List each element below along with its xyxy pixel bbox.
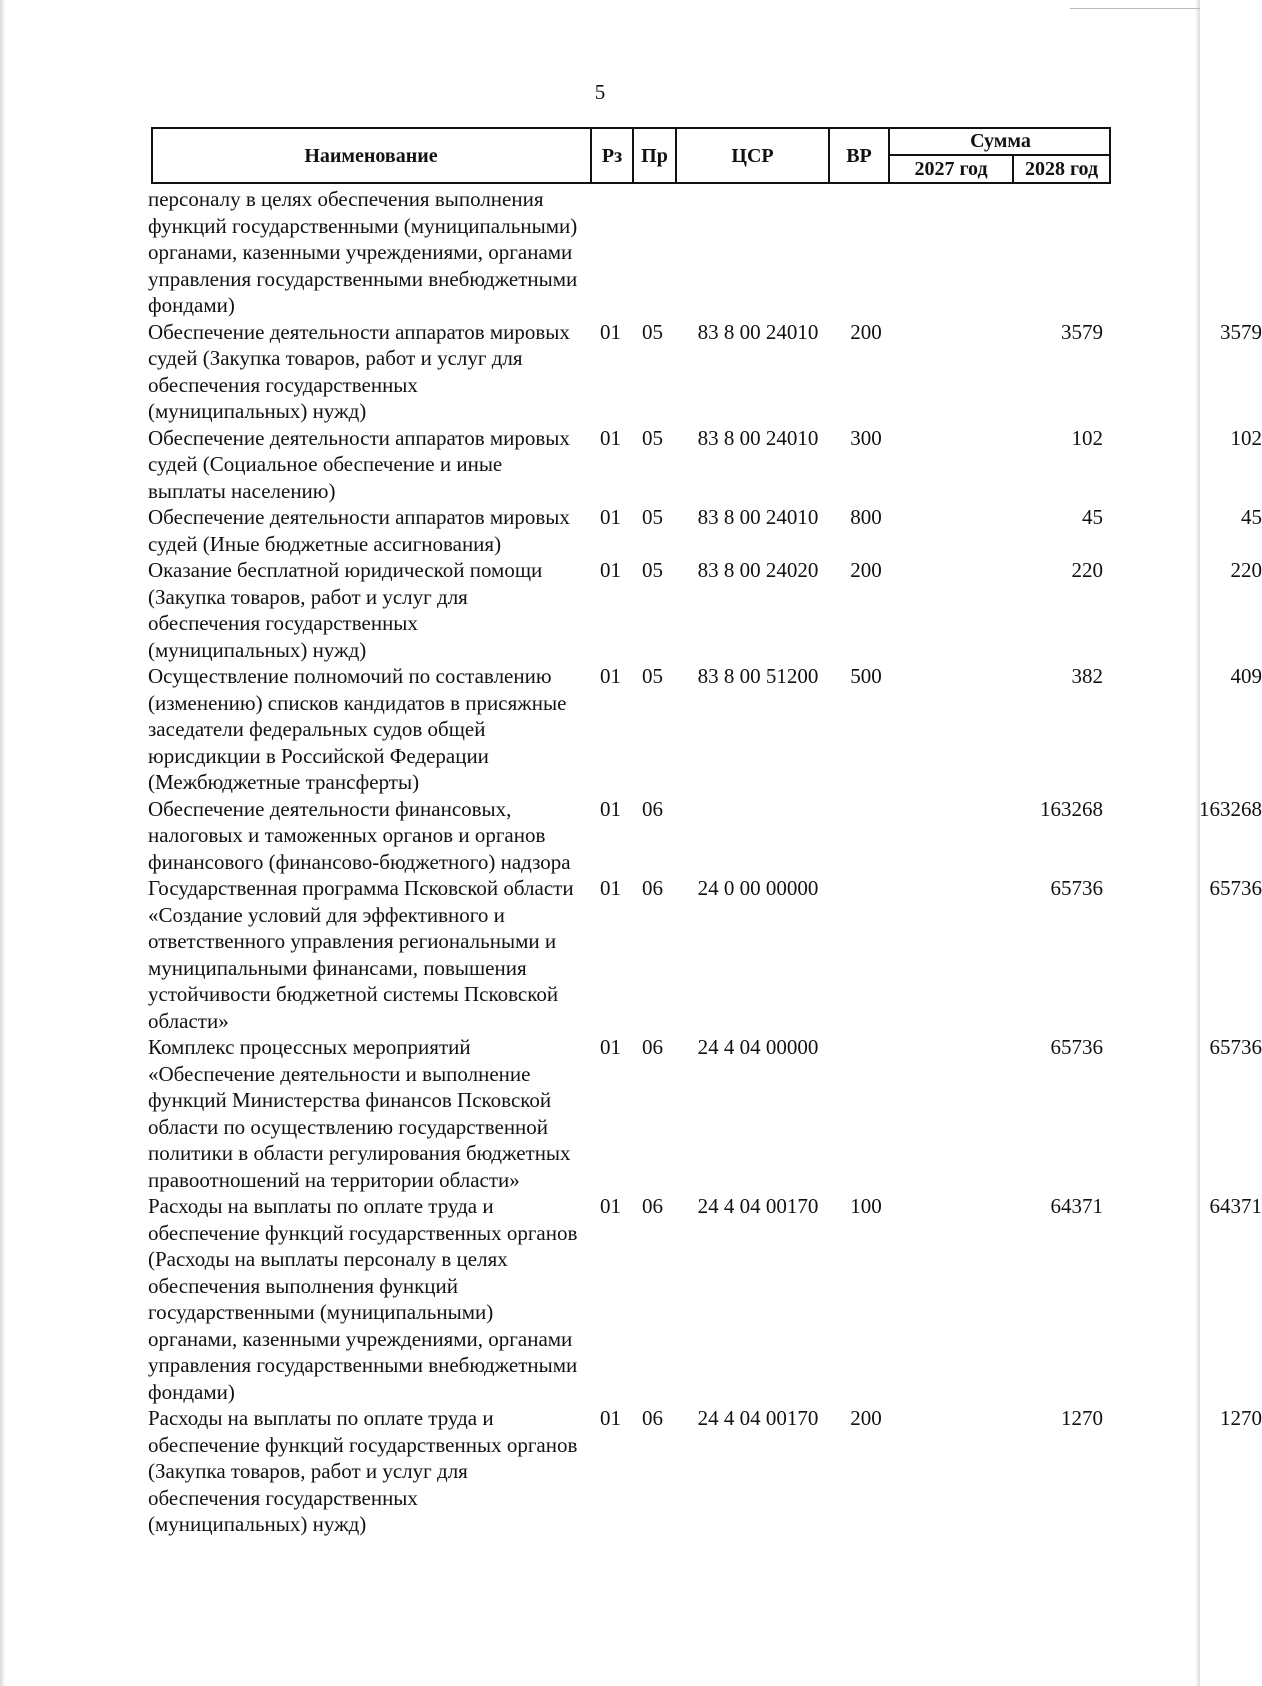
table-row: [148, 186, 1118, 319]
cell-name: Обеспечение деятельности аппаратов мировых судей (Закупка товаров, работ и услуг для обеспечения государственных (муниципальных) нужд): [148, 319, 570, 423]
table-row: [148, 1405, 1262, 1538]
cell-sum-2028: 64371: [1209, 1194, 1262, 1218]
header-rz: Рз: [601, 144, 623, 167]
cell-pr: 06: [642, 1035, 663, 1059]
header-csr: ЦСР: [731, 144, 774, 167]
cell-name: Обеспечение деятельности аппаратов мировых судей (Социальное обеспечение и иные выплаты населению): [148, 425, 570, 503]
cell-csr: 83 8 00 24010: [697, 505, 819, 529]
cell-pr: 05: [642, 319, 663, 344]
cell-rz: 01: [600, 1406, 621, 1430]
cell-csr: 24 4 04 00170: [697, 1406, 819, 1430]
table-header: [151, 127, 1111, 184]
table-row: [148, 875, 1262, 1034]
cell-pr: 06: [642, 1194, 663, 1218]
cell-name: Государственная программа Псковской области «Создание условий для эффективного и ответственного управления региональными и муниципальными финансами, повышения устойчивости бюджетной системы Псковской области»: [148, 876, 574, 1033]
cell-sum-2027: 102: [1071, 425, 1103, 450]
cell-vr: 200: [850, 558, 882, 582]
table-row: [148, 1193, 1262, 1405]
cell-pr: 06: [642, 876, 663, 900]
cell-rz: 01: [600, 796, 621, 821]
cell-name: Комплекс процессных мероприятий «Обеспечение деятельности и выполнение функций Министерства финансов Псковской области по осуществлению государственной политики в области регулирования бюджетных правоотношений на территории области»: [148, 1035, 571, 1192]
cell-name: Обеспечение деятельности финансовых, налоговых и таможенных органов и органов финансового (финансово-бюджетного) надзора: [148, 796, 571, 874]
cell-csr: 24 4 04 00000: [697, 1035, 819, 1059]
scan-edge-right: [1195, 0, 1200, 1686]
cell-name: Расходы на выплаты по оплате труда и обеспечение функций государственных органов (Закупка товаров, работ и услуг для обеспечения государственных (муниципальных) нужд): [148, 1406, 578, 1536]
cell-sum-2027: 382: [1071, 664, 1103, 688]
cell-vr: 800: [850, 505, 882, 529]
cell-sum-2028: 102: [1230, 425, 1262, 450]
cell-sum-2028: 45: [1241, 505, 1262, 529]
cell-pr: 05: [642, 558, 663, 582]
cell-pr: 06: [642, 796, 663, 821]
cell-pr: 05: [642, 425, 663, 450]
cell-csr: 24 4 04 00170: [697, 1194, 819, 1218]
table-row: [148, 425, 1262, 505]
cell-sum-2027: 65736: [1050, 1035, 1103, 1059]
scan-edge-left: [0, 0, 6, 1686]
cell-sum-2027: 65736: [1050, 876, 1103, 900]
cell-vr: 500: [850, 664, 882, 688]
cell-vr: 300: [850, 425, 882, 450]
cell-csr: 83 8 00 24010: [697, 425, 819, 450]
cell-sum-2028: 163268: [1199, 796, 1262, 821]
table-row: [148, 557, 1262, 663]
table-row: [148, 663, 1262, 796]
cell-sum-2028: 65736: [1209, 876, 1262, 900]
cell-rz: 01: [600, 558, 621, 582]
cell-sum-2028: 3579: [1220, 319, 1262, 344]
cell-sum-2028: 65736: [1209, 1035, 1262, 1059]
scan-artifact-line: [1070, 8, 1200, 9]
header-year-2027: 2027 год: [914, 158, 988, 180]
cell-csr: 24 0 00 00000: [697, 876, 819, 900]
cell-pr: 05: [642, 505, 663, 529]
header-vr: ВР: [846, 144, 872, 167]
cell-sum-2027: 45: [1082, 505, 1103, 529]
header-year-2028: 2028 год: [1024, 158, 1099, 180]
cell-vr: 100: [850, 1194, 882, 1218]
cell-rz: 01: [600, 425, 621, 450]
cell-rz: 01: [600, 319, 621, 344]
page-number: 5: [594, 80, 606, 104]
header-pr: Пр: [641, 144, 668, 167]
table-row: [148, 504, 1262, 557]
header-name: Наименование: [304, 144, 438, 167]
cell-sum-2027: 220: [1071, 558, 1103, 582]
cell-name: Обеспечение деятельности аппаратов мировых судей (Иные бюджетные ассигнования): [148, 505, 570, 556]
table-row: [148, 319, 1262, 425]
cell-csr: 83 8 00 24020: [697, 558, 819, 582]
cell-sum-2028: 1270: [1220, 1406, 1262, 1430]
cell-sum-2028: 220: [1230, 558, 1262, 582]
cell-name: персоналу в целях обеспечения выполнения функций государственными (муниципальными) органами, казенными учреждениями, органами управления государственными внебюджетными фондами): [148, 187, 578, 317]
cell-sum-2027: 64371: [1050, 1194, 1103, 1218]
cell-pr: 06: [642, 1406, 663, 1430]
table-body: [148, 186, 1262, 1538]
cell-vr: 200: [850, 319, 882, 344]
cell-name: Осуществление полномочий по составлению (изменению) списков кандидатов в присяжные заседатели федеральных судов общей юрисдикции в Российской Федерации (Межбюджетные трансферты): [148, 664, 567, 794]
cell-sum-2028: 409: [1230, 664, 1262, 688]
cell-pr: 05: [642, 664, 663, 688]
cell-name: Оказание бесплатной юридической помощи (Закупка товаров, работ и услуг для обеспечения государственных (муниципальных) нужд): [148, 558, 543, 662]
cell-sum-2027: 1270: [1061, 1406, 1103, 1430]
cell-sum-2027: 163268: [1040, 796, 1103, 821]
table-row: [148, 796, 1262, 876]
cell-rz: 01: [600, 1194, 621, 1218]
header-sum: Сумма: [970, 129, 1031, 152]
cell-csr: 83 8 00 24010: [697, 319, 819, 344]
cell-vr: 200: [850, 1406, 882, 1430]
table-row: [148, 1034, 1262, 1193]
cell-rz: 01: [600, 876, 621, 900]
cell-rz: 01: [600, 1035, 621, 1059]
cell-rz: 01: [600, 505, 621, 529]
cell-name: Расходы на выплаты по оплате труда и обеспечение функций государственных органов (Расходы на выплаты персоналу в целях обеспечения выполнения функций государственными (муниципальными) органами, казенными учреждениями, органами управления государственными внебюджетными фондами): [148, 1194, 578, 1404]
cell-sum-2027: 3579: [1061, 319, 1103, 344]
cell-csr: 83 8 00 51200: [697, 664, 819, 688]
cell-rz: 01: [600, 664, 621, 688]
